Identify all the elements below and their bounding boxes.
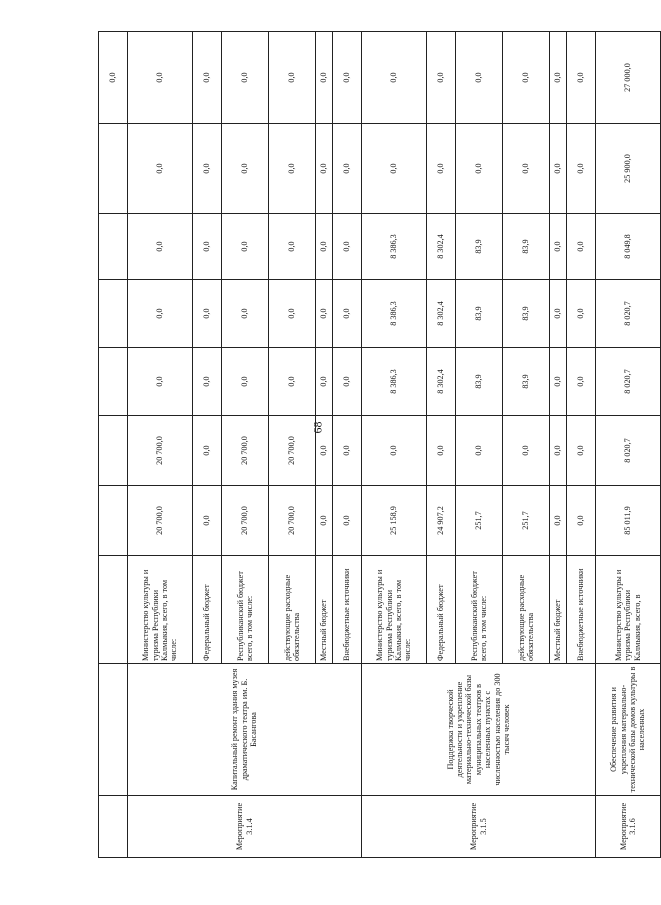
amount-cell: 0,0 [333, 214, 362, 280]
amount-cell: 25 158,9 [362, 486, 427, 556]
funding-source-cell [99, 556, 128, 664]
table-row [99, 32, 128, 858]
funding-source-cell: Министерство культуры и туризма Республики Калмыкия, всего, в том числе: [128, 556, 193, 664]
amount-cell: 0,0 [316, 214, 333, 280]
funding-source-cell: Внебюджетные источники [333, 556, 362, 664]
amount-cell: 0,0 [269, 280, 316, 348]
amount-cell: 0,0 [269, 348, 316, 416]
amount-cell: 0,0 [427, 416, 456, 486]
amount-cell: 0,0 [333, 348, 362, 416]
amount-cell: 8 386,3 [362, 280, 427, 348]
amount-cell: 0,0 [550, 486, 567, 556]
table-row [596, 32, 661, 858]
amount-cell: 20 700,0 [128, 486, 193, 556]
amount-cell: 251,7 [456, 486, 503, 556]
amount-cell: 0,0 [503, 32, 550, 124]
amount-cell: 8 386,3 [362, 214, 427, 280]
amount-cell: 0,0 [193, 348, 222, 416]
amount-cell: 0,0 [567, 32, 596, 124]
amount-cell: 0,0 [550, 124, 567, 214]
amount-cell: 0,0 [316, 416, 333, 486]
amount-cell [99, 124, 128, 214]
amount-cell: 0,0 [333, 124, 362, 214]
event-name-cell: Поддержка творческой деятельности и укрепление материально-технической базы муниципальных театров в населенных пунктах с численностью населения до 300 тысяч человек [362, 664, 596, 796]
rotated-table-wrapper [98, 32, 647, 858]
amount-cell: 0,0 [333, 486, 362, 556]
amount-cell: 0,0 [193, 214, 222, 280]
amount-cell: 0,0 [193, 416, 222, 486]
amount-cell: 8 302,4 [427, 348, 456, 416]
amount-cell [99, 280, 128, 348]
amount-cell: 0,0 [222, 124, 269, 214]
amount-cell [99, 348, 128, 416]
amount-cell: 8 302,4 [427, 280, 456, 348]
amount-cell: 20 700,0 [269, 486, 316, 556]
amount-cell: 8 386,3 [362, 348, 427, 416]
event-name-cell: Капитальный ремонт здания музея драматического театра им. Б. Басангова [128, 664, 362, 796]
amount-cell: 20 700,0 [222, 486, 269, 556]
event-code-cell: Мероприятие 3.1.4 [128, 796, 362, 858]
funding-source-cell: Министерство культуры и туризма Республики Калмыкия, всего, в [596, 556, 661, 664]
funding-source-cell: действующие расходные обязательства [503, 556, 550, 664]
amount-cell [99, 416, 128, 486]
table-row [362, 32, 427, 858]
amount-cell: 0,0 [222, 214, 269, 280]
amount-cell: 0,0 [567, 280, 596, 348]
amount-cell: 0,0 [427, 32, 456, 124]
budget-table-body [99, 32, 661, 858]
amount-cell: 0,0 [222, 348, 269, 416]
amount-cell: 251,7 [503, 486, 550, 556]
amount-cell: 0,0 [333, 32, 362, 124]
amount-cell: 20 700,0 [128, 416, 193, 486]
amount-cell: 0,0 [128, 214, 193, 280]
amount-cell: 0,0 [456, 32, 503, 124]
amount-cell: 0,0 [567, 348, 596, 416]
amount-cell: 27 000,0 [596, 32, 661, 124]
amount-cell: 83,9 [456, 214, 503, 280]
amount-cell: 83,9 [456, 280, 503, 348]
amount-cell: 0,0 [503, 416, 550, 486]
amount-cell: 0,0 [550, 214, 567, 280]
amount-cell: 25 900,0 [596, 124, 661, 214]
budget-table [98, 31, 661, 858]
amount-cell [99, 214, 128, 280]
amount-cell: 0,0 [550, 280, 567, 348]
amount-cell: 0,0 [128, 348, 193, 416]
amount-cell: 0,0 [550, 32, 567, 124]
amount-cell: 0,0 [269, 124, 316, 214]
table-row [128, 32, 193, 858]
amount-cell: 8 049,8 [596, 214, 661, 280]
amount-cell: 0,0 [316, 348, 333, 416]
event-code-cell: Мероприятие 3.1.6 [596, 796, 661, 858]
funding-source-cell: Республиканский бюджет всего, в том числе: [456, 556, 503, 664]
amount-cell: 0,0 [550, 348, 567, 416]
amount-cell: 0,0 [333, 280, 362, 348]
amount-cell: 83,9 [503, 214, 550, 280]
amount-cell: 0,0 [193, 280, 222, 348]
amount-cell: 8 302,4 [427, 214, 456, 280]
amount-cell: 0,0 [128, 32, 193, 124]
amount-cell: 0,0 [550, 416, 567, 486]
funding-source-cell: Федеральный бюджет [193, 556, 222, 664]
budget-table-frame [98, 32, 647, 858]
event-name-cell [99, 664, 128, 796]
amount-cell: 0,0 [269, 214, 316, 280]
amount-cell: 0,0 [456, 124, 503, 214]
amount-cell: 0,0 [503, 124, 550, 214]
amount-cell: 0,0 [567, 214, 596, 280]
amount-cell: 0,0 [362, 32, 427, 124]
amount-cell: 0,0 [456, 416, 503, 486]
amount-cell: 20 700,0 [269, 416, 316, 486]
amount-cell: 0,0 [427, 124, 456, 214]
amount-cell: 0,0 [333, 416, 362, 486]
amount-cell: 0,0 [269, 32, 316, 124]
amount-cell: 0,0 [128, 280, 193, 348]
amount-cell: 85 011,9 [596, 486, 661, 556]
amount-cell: 0,0 [316, 32, 333, 124]
amount-cell: 24 907,2 [427, 486, 456, 556]
amount-cell: 0,0 [316, 124, 333, 214]
amount-cell: 0,0 [567, 124, 596, 214]
amount-cell: 0,0 [193, 124, 222, 214]
funding-source-cell: Федеральный бюджет [427, 556, 456, 664]
amount-cell: 83,9 [456, 348, 503, 416]
amount-cell: 0,0 [99, 32, 128, 124]
funding-source-cell: Местный бюджет [316, 556, 333, 664]
funding-source-cell: Министерство культуры и туризма Республики Калмыкия, всего, в том числе: [362, 556, 427, 664]
amount-cell [99, 486, 128, 556]
event-code-cell [99, 796, 128, 858]
amount-cell: 8 020,7 [596, 416, 661, 486]
amount-cell: 83,9 [503, 348, 550, 416]
amount-cell: 0,0 [567, 416, 596, 486]
funding-source-cell: Внебюджетные источники [567, 556, 596, 664]
amount-cell: 0,0 [316, 486, 333, 556]
amount-cell: 0,0 [362, 416, 427, 486]
event-name-cell: Обеспечение развития и укрепления материально-технической базы домов культуры в населенных [596, 664, 661, 796]
page-number: 68 [310, 421, 325, 434]
amount-cell: 0,0 [193, 486, 222, 556]
amount-cell: 0,0 [193, 32, 222, 124]
funding-source-cell: Местный бюджет [550, 556, 567, 664]
amount-cell: 0,0 [316, 280, 333, 348]
funding-source-cell: действующие расходные обязательства [269, 556, 316, 664]
amount-cell: 0,0 [128, 124, 193, 214]
amount-cell: 0,0 [362, 124, 427, 214]
amount-cell: 0,0 [567, 486, 596, 556]
amount-cell: 0,0 [222, 32, 269, 124]
funding-source-cell: Республиканский бюджет всего, в том числе: [222, 556, 269, 664]
amount-cell: 8 020,7 [596, 280, 661, 348]
amount-cell: 20 700,0 [222, 416, 269, 486]
amount-cell: 83,9 [503, 280, 550, 348]
amount-cell: 0,0 [222, 280, 269, 348]
event-code-cell: Мероприятие 3.1.5 [362, 796, 596, 858]
amount-cell: 8 020,7 [596, 348, 661, 416]
